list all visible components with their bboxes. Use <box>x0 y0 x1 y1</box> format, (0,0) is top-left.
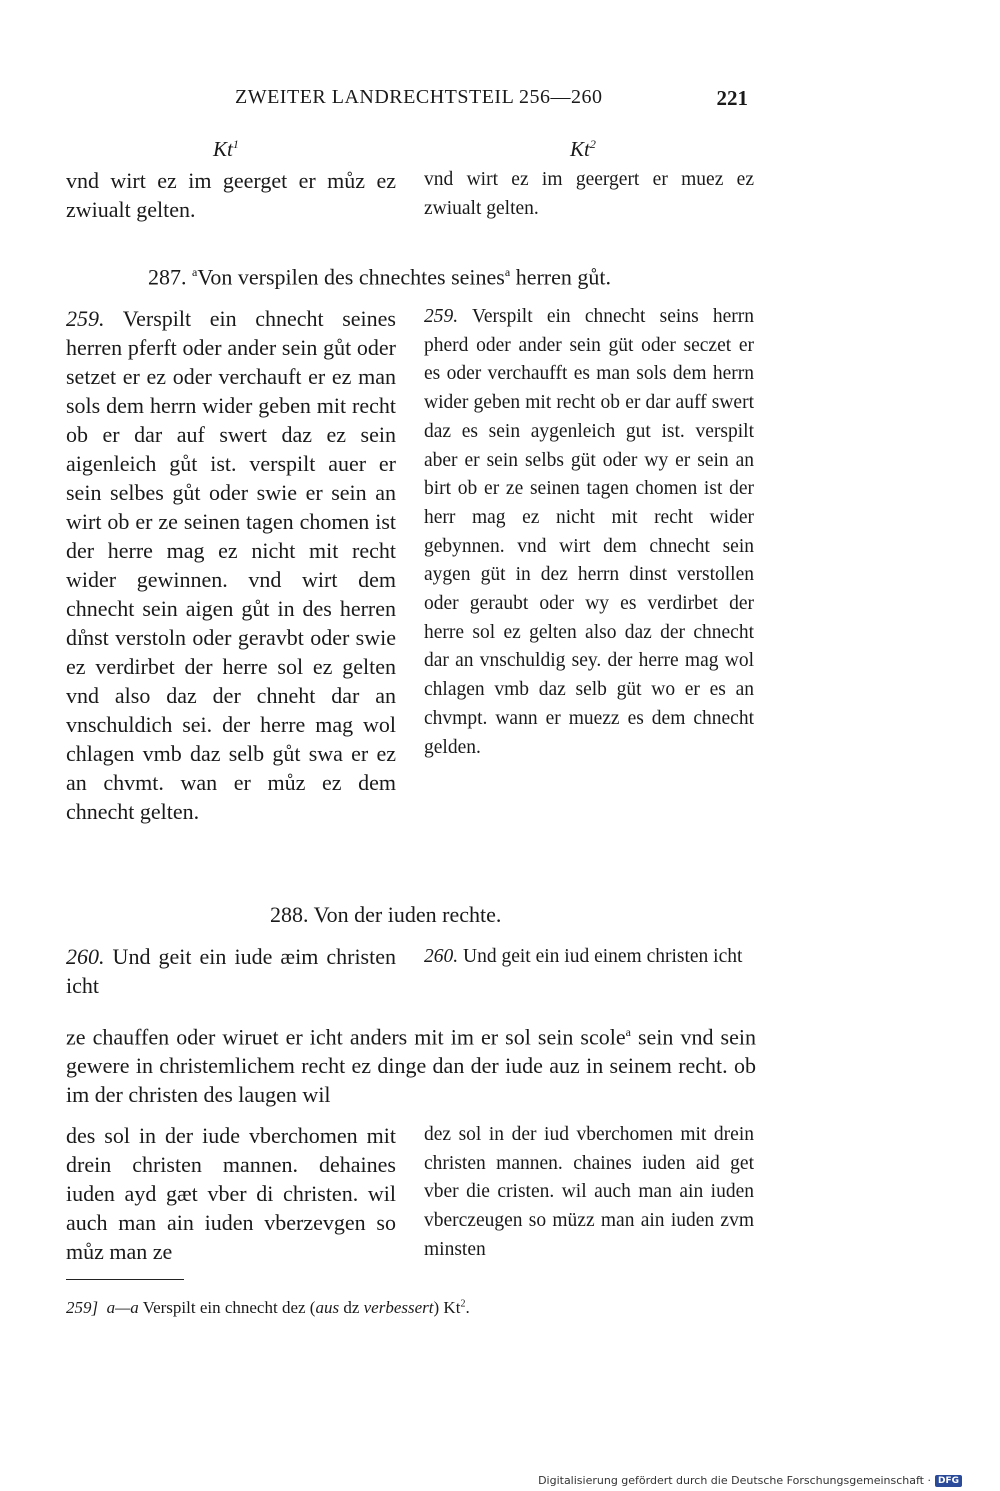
section-259-left-text: Verspilt ein chnecht seines herren pferft oder ander sein gůt oder setzet er ez oder verchauft er ez man sols dem herrn wider geben mit recht ob er dar auf swert daz ez sein aigenleich gůt ist. verspilt auer er sein selbes gůt oder swie er sein an wirt ob er ze seinen tagen chomen ist der herre mag ez nicht mit recht wider gewinnen. vnd wirt dem chnecht sein aigen gůt in des herren dı̊nst verstoln oder geravbt oder swie ez verdirbet der herre sol ez gelten vnd also daz der chneht dar an vnschuldich sei. der herre mag wol chlagen vmb daz selb gůt swa er ez an chvmt. wan er můz ez dem chnecht gelten. <box>66 306 396 824</box>
witness-right-siglum: Kt <box>570 137 590 161</box>
witness-label-left <box>213 137 239 162</box>
section-259-left <box>66 304 396 826</box>
top-fragment-left: vnd wirt ez im geerget er můz ez zwiualt gelten. <box>66 168 396 222</box>
section-260-left-number: 260. <box>66 944 105 969</box>
section-260-shared-text <box>66 1018 756 1109</box>
section-260-right-end: dez sol in der iud vberchomen mit drein christen mannen. chaines iuden aid get vber die cristen. wil auch man ain iuden vberczeugen so müzz man ain iuden zvm minsten <box>424 1124 754 1260</box>
chapter-287-number: 287. <box>148 264 187 290</box>
footnote-text3: ) Kt <box>433 1298 461 1317</box>
top-fragment-right: vnd wirt ez im geergert er muez ez zwiualt gelten. <box>424 169 754 219</box>
digitization-credit <box>538 1474 962 1487</box>
section-260-right-number: 260. <box>424 946 459 967</box>
section-259-right-number: 259. <box>424 306 459 327</box>
footnote-ref: 259] <box>66 1298 99 1317</box>
footnote-rule <box>66 1279 184 1280</box>
footnote <box>66 1298 470 1318</box>
section-259-right-text: Verspilt ein chnecht seins herrn pherd oder ander sein güt oder seczet er es oder verchaufft es man sols dem herrn wider geben mit recht ob er dar auff swert daz es sein aygenleich gut ist. verspilt aber er sein selbs güt oder wy er sein an birt ob er ze seinen tagen chomen ist der herr mag ez nicht mit recht wider gebynnen. vnd wirt dem chnecht sein aygen güt in dez herrn dinst verstollen oder geraubt oder wy es verdirbet der herre sol ez gelten also daz der chnecht dar an vnschuldig sey. der herre mag wol chlagen vmb daz selb güt wo er es an chvmpt. wann er muezz es dem chnecht gelden. <box>424 306 754 758</box>
section-260-shared-mark: a <box>625 1025 631 1039</box>
chapter-288-heading <box>270 900 501 929</box>
chapter-288-title: Von der iuden rechte. <box>308 902 502 927</box>
footnote-sup: 2 <box>460 1298 466 1310</box>
footnote-text2: dz <box>339 1298 364 1317</box>
footnote-end: . <box>465 1298 470 1317</box>
footnote-mark: a—a <box>106 1298 139 1317</box>
chapter-287-title-part1: Von verspilen des chnechtes seines <box>197 264 505 290</box>
section-260-shared-part1: ze chauffen oder wiruet er icht anders mit im er sol sein scole <box>66 1024 626 1050</box>
chapter-287-mark-close: a <box>504 265 511 279</box>
section-260-left-end: des sol in der iude vberchomen mit drein christen mannen. dehaines iuden ayd gæt vber di christen. wil auch man ain iuden vberzevgen so můz man ze <box>66 1123 396 1264</box>
witness-right-sup: 2 <box>589 137 596 151</box>
footnote-ital2: verbessert <box>363 1298 434 1317</box>
section-259-left-number: 259. <box>66 306 105 331</box>
witness-left-siglum: Kt <box>213 137 233 161</box>
section-260-left-intro <box>66 942 396 1000</box>
chapter-287-title-part2: herren gůt. <box>510 264 611 290</box>
chapter-287-heading <box>148 258 611 291</box>
section-260-left-intro-text: Und geit ein iude æim christen icht <box>66 944 396 998</box>
section-260-shared-part2: sein vnd sein gewere in christemlichem recht ez dinge dan der iude auz in seinem recht. ob im der christen des laugen wil <box>66 1024 756 1108</box>
section-259-right <box>424 303 754 762</box>
credit-text: Digitalisierung gefördert durch die Deutsche Forschungsgemeinschaft · <box>538 1474 931 1487</box>
running-head: ZWEITER LANDRECHTSTEIL 256—260 <box>235 86 603 108</box>
dfg-logo: DFG <box>935 1475 962 1487</box>
section-260-right-intro <box>424 943 754 972</box>
page-number: 221 <box>716 86 748 110</box>
chapter-288-number: 288. <box>270 902 309 927</box>
witness-label-right <box>570 137 596 162</box>
footnote-text1: Verspilt ein chnecht dez ( <box>138 1298 316 1317</box>
witness-left-sup: 1 <box>232 137 239 151</box>
footnote-ital: aus <box>315 1298 340 1317</box>
chapter-287-mark-open: a <box>192 265 198 279</box>
section-260-right-intro-text: Und geit ein iud einem christen icht <box>458 946 743 967</box>
